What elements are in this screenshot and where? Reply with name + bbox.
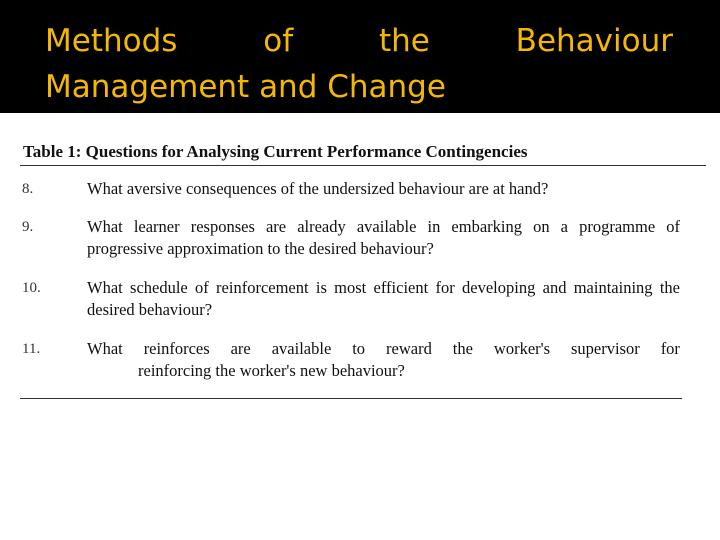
- question-word: reward: [386, 339, 432, 358]
- question-word: the: [452, 339, 473, 358]
- table-caption-prefix: Table 1:: [23, 142, 82, 161]
- table-row: [20, 178, 708, 200]
- table-caption: [23, 140, 708, 164]
- title-word: of: [263, 23, 294, 59]
- table-rows: [20, 178, 708, 382]
- table-top-rule: [20, 165, 706, 166]
- question-word: available: [271, 339, 332, 358]
- row-question: What aversive consequences of the undersized behaviour are at hand?: [87, 179, 549, 198]
- row-question: What schedule of reinforcement is most efficient for developing and maintaining the desired behaviour?: [87, 278, 680, 319]
- question-word: for: [660, 339, 680, 358]
- row-number: 8.: [22, 181, 34, 197]
- row-question-line-2: reinforcing the worker's new behaviour?: [138, 361, 405, 380]
- row-number: 9.: [22, 219, 34, 235]
- question-word: are: [230, 339, 251, 358]
- table-bottom-rule: [20, 398, 682, 399]
- question-word: worker's: [493, 339, 551, 358]
- slide-title-line-2: Management and Change: [45, 69, 446, 105]
- title-word: Behaviour: [515, 23, 673, 59]
- slide-title: [45, 18, 673, 110]
- slide-title-line-1: [45, 18, 673, 64]
- question-word: What: [87, 339, 123, 358]
- title-word: the: [378, 23, 430, 59]
- row-question: What learner responses are already available in embarking on a programme of progressive approximation to the desired behaviour?: [87, 217, 680, 258]
- title-word: Methods: [45, 23, 178, 59]
- table-row: [20, 216, 708, 260]
- row-number: 11.: [22, 341, 41, 357]
- row-number: 10.: [22, 280, 41, 296]
- questions-table: [20, 140, 708, 399]
- question-word: supervisor: [570, 339, 640, 358]
- row-question: [87, 338, 680, 382]
- slide-header: [0, 0, 720, 113]
- table-row: [20, 338, 708, 382]
- row-question-line-1: [87, 338, 680, 360]
- question-word: reinforces: [143, 339, 210, 358]
- table-row: [20, 277, 708, 321]
- table-caption-text: Questions for Analysing Current Performance Contingencies: [85, 142, 528, 161]
- question-word: to: [352, 339, 366, 358]
